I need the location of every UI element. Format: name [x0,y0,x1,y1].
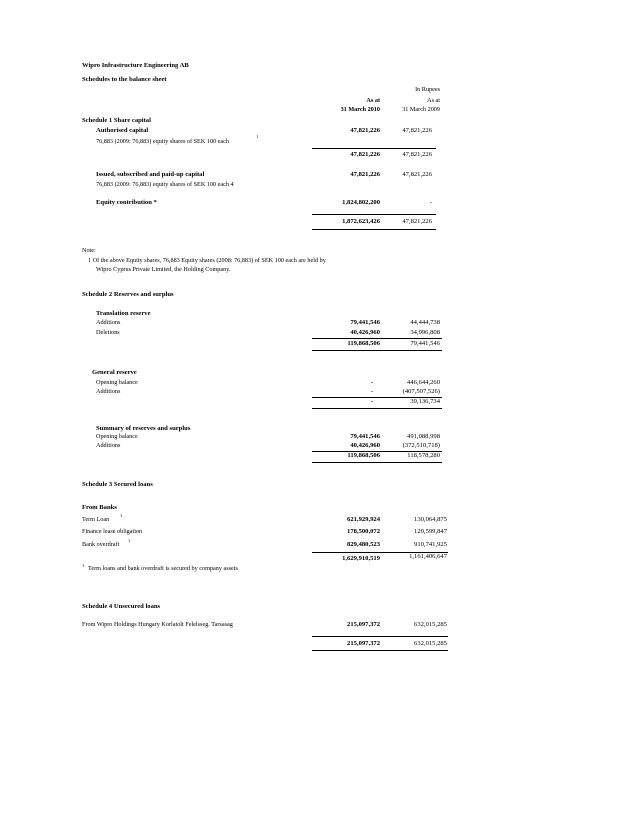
equity-contribution-2009: - [429,199,432,206]
secured-loan-2010: 829,480,523 [347,541,380,548]
secured-loan-2009: 910,741,925 [414,541,447,548]
secured-loan-footnote-ref: 1 [120,513,123,518]
divider [312,350,442,351]
general-row-2009: (407,507,526) [402,388,440,395]
issued-capital-2010: 47,821,226 [350,171,380,178]
secured-loan-label: Bank overdraft [82,541,120,548]
general-row-label: Additions [96,388,121,395]
secured-loan-2009: 130,064,875 [414,516,447,523]
authorised-footnote-ref: 1 [256,134,259,139]
note-line-2: Wipro Cyprus Private Limited, the Holding Company. [96,266,231,273]
authorised-capital-2009: 47,821,226 [402,127,432,134]
secured-footnote: Term loans and bank overdraft is secured by company assets [88,565,238,572]
divider [312,148,436,149]
general-total-2009: 39,136,734 [410,398,440,405]
schedule1-total-2010: 1,872,623,426 [342,218,380,225]
summary-row-label: Opening balance [96,433,138,440]
secured-loan-label: Term Loan [82,516,110,523]
issued-capital-desc: 76,883 (2009: 76,883) equity shares of SEK 100 each 4 [96,181,234,188]
summary-row-2009: 491,088,998 [407,433,440,440]
summary-total-2009: 118,578,280 [407,452,440,459]
footnote-marker: 1 [82,563,85,568]
general-row-2010: - [370,388,373,395]
summary-row-2010: 79,441,546 [350,433,380,440]
divider [312,408,442,409]
translation-row-2009: 44,444,738 [410,319,440,326]
authorised-capital-desc: 76,883 (2009: 76,883) equity shares of SEK 100 each [96,138,230,145]
authorised-total-2010: 47,821,226 [350,151,380,158]
translation-total-2010: 119,868,506 [347,340,380,347]
authorised-capital-2010: 47,821,226 [350,127,380,134]
schedule2-title: Schedule 2 Reserves and surplus [82,291,174,298]
secured-loan-label: Finance lease obligation [82,528,143,535]
divider [312,462,442,463]
summary-reserves-title: Summary of reserves and surplus [96,425,191,432]
secured-total-2010: 1,629,910,519 [342,555,380,562]
unsecured-loan-2009: 632,015,285 [414,621,447,628]
unsecured-total-2009: 632,015,285 [414,640,447,647]
translation-row-label: Deletions [96,329,120,336]
unsecured-total-2010: 215,097,372 [347,640,380,647]
issued-capital-2009: 47,821,226 [402,171,432,178]
secured-loan-2010: 178,500,072 [347,528,380,535]
schedule1-total-2009: 47,821,226 [402,218,432,225]
from-banks-label: From Banks [82,504,117,511]
secured-loan-2010: 621,929,924 [347,516,380,523]
note-title: Note: [82,247,96,254]
translation-row-label: Additions [96,319,121,326]
divider [312,214,436,215]
general-row-2010: - [370,379,373,386]
company-name: Wipro Infrastructure Engineering AB [82,62,189,69]
general-reserve-title: General reserve [92,369,137,376]
equity-contribution-2010: 1,824,802,200 [342,199,380,206]
authorised-total-2009: 47,821,226 [402,151,432,158]
col2-as-at: As at [427,97,440,104]
translation-total-2009: 79,441,546 [410,340,440,347]
unsecured-loan-2010: 215,097,372 [347,621,380,628]
col2-date: 31 March 2009 [402,106,440,113]
translation-reserve-title: Translation reserve [96,310,151,317]
issued-capital-label: Issued, subscribed and paid-up capital [96,171,205,178]
unsecured-loan-label: From Wipro Holdings Hungary Korlatolt Felelsseg. Tarsasag [82,621,233,628]
divider [312,636,448,637]
general-row-2009: 446,644,260 [407,379,440,386]
general-row-label: Opening balance [96,379,138,386]
translation-row-2010: 40,426,960 [350,329,380,336]
divider [312,650,448,651]
authorised-capital-label: Authorised capital [96,127,149,134]
translation-row-2009: 34,996,808 [410,329,440,336]
col1-as-at: As at [366,97,380,104]
secured-loan-2009: 120,599,847 [414,528,447,535]
schedule4-title: Schedule 4 Unsecured loans [82,603,161,610]
summary-row-2010: 40,426,960 [350,442,380,449]
general-total-2010: - [370,398,373,405]
currency-label: In Rupees [415,86,440,93]
divider [312,229,436,230]
divider [312,338,442,339]
summary-row-2009: (372,510,718) [402,442,440,449]
col1-date: 31 March 2010 [340,106,380,113]
secured-total-2009: 1,161,406,647 [409,553,447,560]
note-line-1: 1 Of the above Equity shares, 76,883 Equity shares (2008: 76,883) of SEK 100 each are held by [88,257,326,264]
equity-contribution-label: Equity contribution * [96,199,157,206]
schedule1-title: Schedule 1 Share capital [82,117,151,124]
translation-row-2010: 79,441,546 [350,319,380,326]
schedule3-title: Schedule 3 Secured loans [82,481,153,488]
summary-total-2010: 119,868,506 [347,452,380,459]
secured-loan-footnote-ref: 1 [128,538,131,543]
summary-row-label: Additions [96,442,121,449]
page-subtitle: Schedules to the balance sheet [82,76,167,83]
